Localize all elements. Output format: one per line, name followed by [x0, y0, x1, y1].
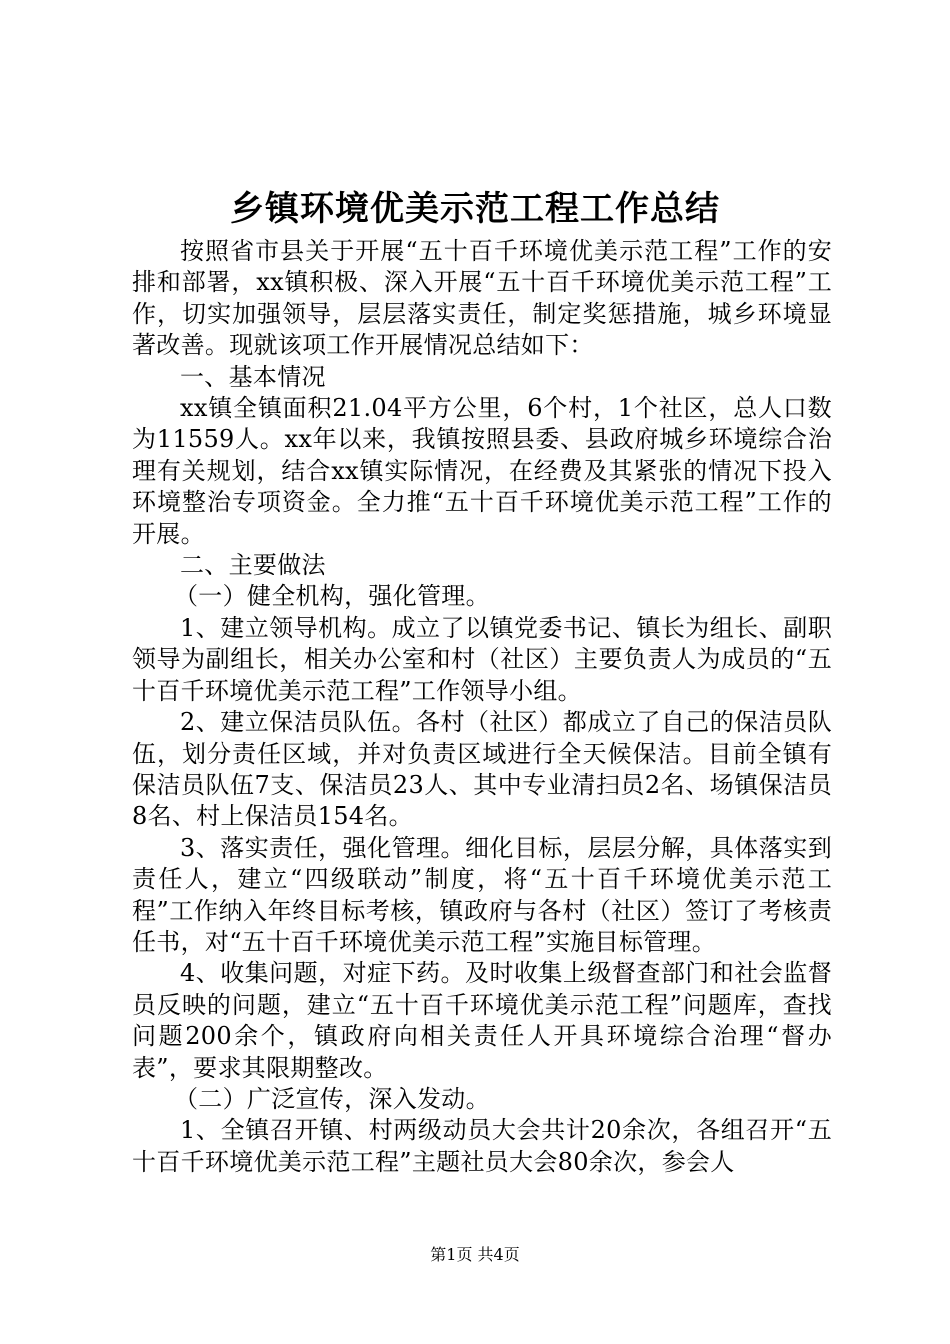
subsection-heading-organization: （一）健全机构，强化管理。 — [174, 582, 490, 611]
page-number-footer: 第1页 共4页 — [430, 1245, 520, 1264]
item-cleaners-paragraph: 2、建立保洁员队伍。各村（社区）都成立了自己的保洁员队伍，划分责任区域，并对负责区域进行全天候保洁。目前全镇有保洁员队伍7支、保洁员23人、其中专业清扫员2名、场镇保洁员8名、村上保洁员154名。 — [132, 708, 832, 831]
section-heading-basic-situation: 一、基本情况 — [180, 362, 326, 391]
document-title: 乡镇环境优美示范工程工作总结 — [230, 189, 720, 229]
document-body — [132, 236, 832, 1178]
item-leadership-paragraph: 1、建立领导机构。成立了以镇党委书记、镇长为组长、副职领导为副组长，相关办公室和村（社区）主要负责人为成员的“五十百千环境优美示范工程”工作领导小组。 — [132, 613, 832, 705]
item-problems-paragraph: 4、收集问题，对症下药。及时收集上级督查部门和社会监督员反映的问题，建立“五十百千环境优美示范工程”问题库，查找问题200余个，镇政府向相关责任人开具环境综合治理“督办表”，要求其限期整改。 — [132, 959, 832, 1082]
subsection-heading-publicity: （二）广泛宣传，深入发动。 — [174, 1084, 490, 1113]
item-meetings-paragraph: 1、全镇召开镇、村两级动员大会共计20余次，各组召开“五十百千环境优美示范工程”主题社员大会80余次，参会人 — [132, 1116, 832, 1176]
basic-situation-paragraph: xx镇全镇面积21.04平方公里，6个村，1个社区，总人口数为11559人。xx年以来，我镇按照县委、县政府城乡环境综合治理有关规划，结合xx镇实际情况，在经费及其紧张的情况下投入环境整治专项资金。全力推“五十百千环境优美示范工程”工作的开展。 — [132, 394, 832, 548]
section-heading-main-practices: 二、主要做法 — [180, 551, 326, 580]
intro-paragraph: 按照省市县关于开展“五十百千环境优美示范工程”工作的安排和部署，xx镇积极、深入开展“五十百千环境优美示范工程”工作，切实加强领导，层层落实责任，制定奖惩措施，城乡环境显著改善。现就该项工作开展情况总结如下： — [132, 237, 832, 360]
item-responsibility-paragraph: 3、落实责任，强化管理。细化目标，层层分解，具体落实到责任人，建立“四级联动”制度，将“五十百千环境优美示范工程”工作纳入年终目标考核，镇政府与各村（社区）签订了考核责任书，对“五十百千环境优美示范工程”实施目标管理。 — [132, 833, 832, 956]
